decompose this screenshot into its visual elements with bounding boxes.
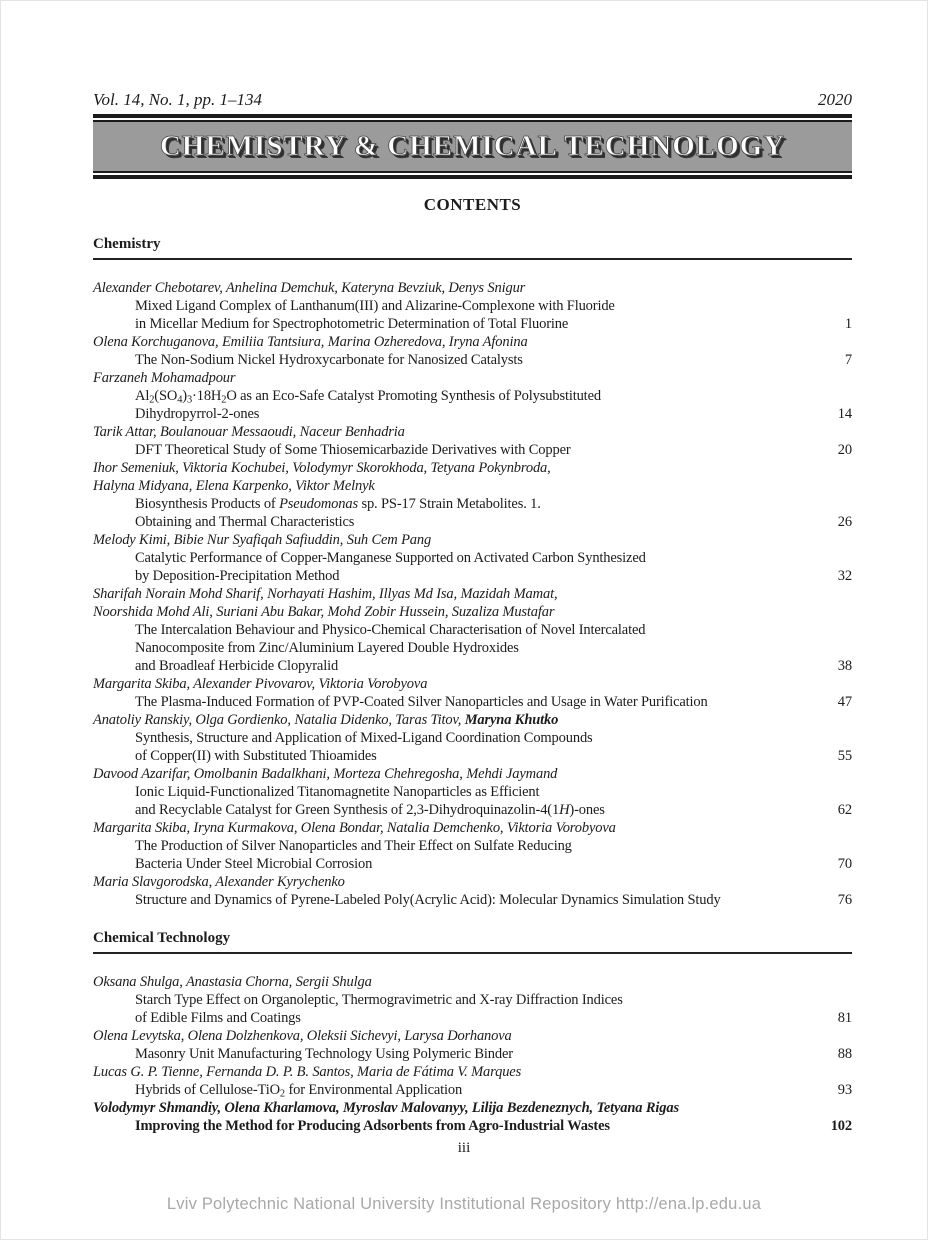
- entry-list: [93, 279, 852, 909]
- entry-title-text: Biosynthesis Products of Pseudomonas sp. PS-17 Strain Metabolites. 1.: [135, 496, 541, 512]
- entry-title-line: [93, 1009, 852, 1027]
- entry-title-line: [93, 837, 852, 855]
- entry-page-number: 93: [837, 1082, 852, 1098]
- entry-authors: Noorshida Mohd Ali, Suriani Abu Bakar, Mohd Zobir Hussein, Suzaliza Mustafar: [93, 604, 555, 620]
- entry-title-text: in Micellar Medium for Spectrophotometric Determination of Total Fluorine: [135, 316, 569, 332]
- entry-authors: Olena Korchuganova, Emiliia Tantsiura, Marina Ozheredova, Iryna Afonina: [93, 334, 528, 350]
- entry-title-text: Masonry Unit Manufacturing Technology Using Polymeric Binder: [135, 1046, 513, 1062]
- entry-title-line: [93, 1081, 852, 1099]
- volume-info: Vol. 14, No. 1, pp. 1–134: [93, 90, 263, 109]
- entry-authors: Margarita Skiba, Iryna Kurmakova, Olena Bondar, Natalia Demchenko, Viktoria Vorobyova: [93, 820, 616, 836]
- entry-title-text: Ionic Liquid-Functionalized Titanomagnetite Nanoparticles as Efficient: [135, 784, 540, 800]
- entry-title-line: [93, 729, 852, 747]
- toc-entry: [93, 1063, 852, 1099]
- entry-page-number: 7: [844, 352, 852, 368]
- entry-title-line: [93, 549, 852, 567]
- entry-title-line: [93, 1045, 852, 1063]
- entry-title-text: Dihydropyrrol-2-ones: [135, 406, 260, 422]
- entry-page-number: 32: [837, 568, 852, 584]
- toc-entry: [93, 973, 852, 1027]
- entry-authors: Davood Azarifar, Omolbanin Badalkhani, Morteza Chehregosha, Mehdi Jaymand: [93, 766, 558, 782]
- entry-title-text: and Recyclable Catalyst for Green Synthesis of 2,3-Dihydroquinazolin-4(1H)-ones: [135, 802, 605, 818]
- entry-title-line: [93, 621, 852, 639]
- entry-authors: Oksana Shulga, Anastasia Chorna, Sergii Shulga: [93, 974, 372, 990]
- journal-title: CHEMISTRY & CHEMICAL TECHNOLOGY: [159, 130, 786, 162]
- entry-title-line: [93, 387, 852, 405]
- entry-authors: Halyna Midyana, Elena Karpenko, Viktor Melnyk: [93, 478, 375, 494]
- entry-authors: Alexander Chebotarev, Anhelina Demchuk, Kateryna Bevziuk, Denys Snigur: [93, 280, 526, 296]
- entry-page-number: 76: [837, 892, 852, 908]
- toc-entry: [93, 675, 852, 711]
- entry-title-text: of Copper(II) with Substituted Thioamides: [135, 748, 377, 764]
- sections: [93, 236, 852, 1135]
- entry-authors: Olena Levytska, Olena Dolzhenkova, Oleksii Sichevyi, Larysa Dorhanova: [93, 1028, 512, 1044]
- entry-authors: Melody Kimi, Bibie Nur Syafiqah Safiuddin, Suh Cem Pang: [93, 532, 432, 548]
- entry-title-line: [93, 567, 852, 585]
- entry-page-number: 20: [837, 442, 852, 458]
- toc-section: [93, 236, 852, 909]
- entry-title-line: [93, 991, 852, 1009]
- entry-authors: Anatoliy Ranskiy, Olga Gordienko, Natalia Didenko, Taras Titov, Maryna Khutko: [93, 712, 559, 728]
- entry-title-text: Structure and Dynamics of Pyrene-Labeled Poly(Acrylic Acid): Molecular Dynamics Simulation Study: [135, 892, 721, 908]
- entry-title-text: Bacteria Under Steel Microbial Corrosion: [135, 856, 373, 872]
- entry-title-text: Synthesis, Structure and Application of Mixed-Ligand Coordination Compounds: [135, 730, 593, 746]
- entry-page-number: 88: [837, 1046, 852, 1062]
- toc-entry: [93, 423, 852, 459]
- entry-title-text: The Plasma-Induced Formation of PVP-Coated Silver Nanoparticles and Usage in Water Purification: [135, 694, 708, 710]
- entry-authors: Margarita Skiba, Alexander Pivovarov, Viktoria Vorobyova: [93, 676, 428, 692]
- entry-title-text: Mixed Ligand Complex of Lanthanum(III) and Alizarine-Complexone with Fluoride: [135, 298, 615, 314]
- entry-title-line: [93, 513, 852, 531]
- entry-authors: Sharifah Norain Mohd Sharif, Norhayati Hashim, Illyas Md Isa, Mazidah Mamat,: [93, 586, 558, 602]
- entry-title-text: and Broadleaf Herbicide Clopyralid: [135, 658, 339, 674]
- toc-entry: [93, 369, 852, 423]
- entry-title-line: [93, 657, 852, 675]
- entry-authors: Farzaneh Mohamadpour: [93, 370, 236, 386]
- page-content: [93, 0, 852, 1135]
- journal-banner: [93, 114, 852, 179]
- entry-authors: Lucas G. P. Tienne, Fernanda D. P. B. Santos, Maria de Fátima V. Marques: [93, 1064, 522, 1080]
- entry-list: [93, 973, 852, 1135]
- section-heading: Chemical Technology: [93, 930, 852, 954]
- entry-authors: Tarik Attar, Boulanouar Messaoudi, Naceur Benhadria: [93, 424, 405, 440]
- entry-title-text: Hybrids of Cellulose-TiO2 for Environmental Application: [135, 1082, 463, 1100]
- entry-title-line: [93, 495, 852, 513]
- entry-title-line: [93, 639, 852, 657]
- entry-title-line: [93, 315, 852, 333]
- journal-banner-band: [93, 120, 852, 173]
- entry-title-text: Al2(SO4)3·18H2O as an Eco-Safe Catalyst Promoting Synthesis of Polysubstituted: [135, 388, 601, 406]
- section-heading: Chemistry: [93, 236, 852, 260]
- toc-entry: [93, 819, 852, 873]
- entry-title-text: Catalytic Performance of Copper-Manganese Supported on Activated Carbon Synthesized: [135, 550, 646, 566]
- toc-entry: [93, 1027, 852, 1063]
- masthead: [93, 0, 852, 110]
- toc-section: [93, 930, 852, 1135]
- entry-title-line: [93, 405, 852, 423]
- toc-entry: [93, 873, 852, 909]
- entry-title-text: The Non-Sodium Nickel Hydroxycarbonate for Nanosized Catalysts: [135, 352, 523, 368]
- repository-footer: Lviv Polytechnic National University Institutional Repository http://ena.lp.edu.ua: [166, 1195, 762, 1213]
- entry-page-number: 47: [837, 694, 852, 710]
- entry-page-number: 55: [837, 748, 852, 764]
- entry-title-line: [93, 783, 852, 801]
- entry-title-text: DFT Theoretical Study of Some Thiosemicarbazide Derivatives with Copper: [135, 442, 571, 458]
- toc-entry: [93, 765, 852, 819]
- toc-entry: [93, 333, 852, 369]
- entry-page-number: 81: [837, 1010, 852, 1026]
- entry-authors: Maria Slavgorodska, Alexander Kyrychenko: [93, 874, 345, 890]
- entry-page-number: 26: [837, 514, 852, 530]
- entry-title-text: Starch Type Effect on Organoleptic, Thermogravimetric and X-ray Diffraction Indices: [135, 992, 623, 1008]
- entry-title-text: of Edible Films and Coatings: [135, 1010, 301, 1026]
- entry-page-number: 14: [837, 406, 852, 422]
- toc-entry: [93, 459, 852, 531]
- entry-page-number: 70: [837, 856, 852, 872]
- contents-heading: CONTENTS: [423, 195, 522, 214]
- entry-title-line: [93, 297, 852, 315]
- entry-title-line: [93, 801, 852, 819]
- entry-title-line: [93, 441, 852, 459]
- toc-entry: [93, 279, 852, 333]
- entry-title-text: Improving the Method for Producing Adsorbents from Agro-Industrial Wastes: [135, 1118, 610, 1134]
- entry-page-number: 1: [844, 316, 852, 332]
- entry-title-line: [93, 693, 852, 711]
- entry-page-number: 62: [837, 802, 852, 818]
- toc-entry: [93, 1099, 852, 1135]
- entry-page-number: 102: [830, 1118, 852, 1134]
- toc-entry: [93, 585, 852, 675]
- entry-title-text: The Intercalation Behaviour and Physico-Chemical Characterisation of Novel Intercalated: [135, 622, 646, 638]
- entry-title-line: [93, 1117, 852, 1135]
- entry-title-line: [93, 855, 852, 873]
- entry-title-text: The Production of Silver Nanoparticles and Their Effect on Sulfate Reducing: [135, 838, 572, 854]
- entry-page-number: 38: [837, 658, 852, 674]
- year-label: 2020: [818, 90, 852, 109]
- toc-entry: [93, 531, 852, 585]
- entry-title-text: Obtaining and Thermal Characteristics: [135, 514, 355, 530]
- entry-authors: Volodymyr Shmandiy, Olena Kharlamova, Myroslav Malovanyy, Lilija Bezdeneznych, Tetyana Rigas: [93, 1100, 679, 1116]
- entry-title-text: Nanocomposite from Zinc/Aluminium Layered Double Hydroxides: [135, 640, 519, 656]
- entry-title-line: [93, 891, 852, 909]
- entry-title-text: by Deposition-Precipitation Method: [135, 568, 340, 584]
- page-number: iii: [457, 1140, 471, 1156]
- entry-title-line: [93, 351, 852, 369]
- entry-title-line: [93, 747, 852, 765]
- entry-authors: Ihor Semeniuk, Viktoria Kochubei, Volodymyr Skorokhoda, Tetyana Pokynbroda,: [93, 460, 551, 476]
- toc-entry: [93, 711, 852, 765]
